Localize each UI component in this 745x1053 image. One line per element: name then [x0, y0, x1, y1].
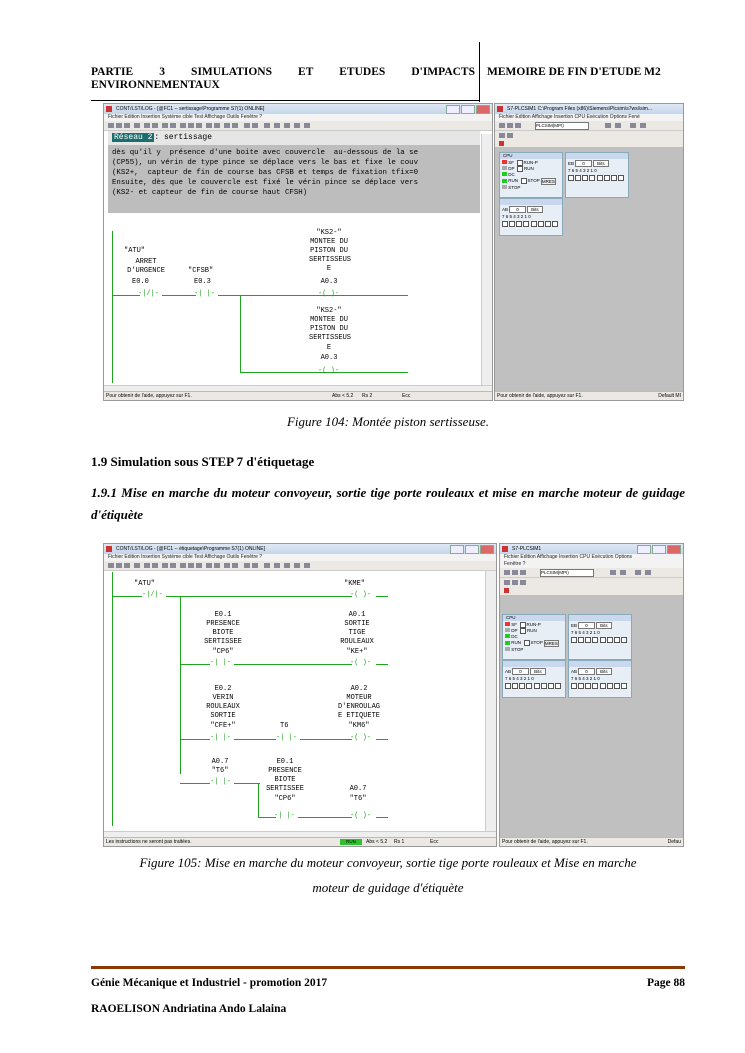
plcsim-tool-icon[interactable] — [499, 141, 504, 146]
eb-label: EB — [568, 161, 575, 166]
eb-panel — [568, 614, 632, 660]
t6-name: T6 — [280, 722, 289, 730]
e01-d3: SERTISSEE — [204, 638, 242, 646]
led-dp: DP — [508, 166, 515, 172]
vertical-scrollbar[interactable] — [485, 571, 496, 836]
fig104-menubar[interactable]: Fichier Edition Insertion Système cible Test Affichage Outils Fenêtre ? — [104, 114, 492, 121]
fig104-toolbar[interactable] — [104, 121, 492, 131]
coil1-addr: A0.3 — [320, 278, 338, 286]
power-rail — [112, 572, 113, 826]
e02-addr: E0.2 — [214, 685, 232, 693]
plcsim-title: S7-PLCSIM1 C:\Program Files (x86)\Siemens\Plcsim\s7wsi\sim... — [507, 106, 653, 112]
comment-line: dès qu'il y présence d'une boite avec couvercle au-dessous de la se — [112, 149, 419, 157]
close-button[interactable] — [476, 105, 490, 114]
no-contact-e01[interactable]: -| |- — [210, 659, 232, 667]
plcsim-statusbar — [500, 837, 683, 846]
plcsim-toolbar[interactable] — [495, 121, 683, 131]
coil1-d4: E — [326, 265, 332, 273]
footer-page: Page 88 — [646, 977, 685, 989]
a01-d2: TIGE — [348, 629, 366, 637]
fig104-caption: Figure 104: Montée piston sertisseuse. — [286, 414, 490, 429]
coil-a01[interactable]: -( )- — [350, 659, 372, 667]
coil2-symbol[interactable]: -( )- — [318, 367, 340, 375]
status-abs: Abs < 5.2 — [366, 839, 388, 845]
no-contact-a07[interactable]: -| |- — [210, 778, 232, 786]
header-rule — [91, 100, 480, 101]
no-contact-e01b[interactable]: -| |- — [274, 812, 296, 820]
fig105-caption-line2: moteur de guidage d'étiquète — [312, 880, 464, 895]
header-left-line1: PARTIE 3 SIMULATIONS ET ETUDES D'IMPACTS — [91, 66, 475, 78]
ab-format[interactable]: Bits — [530, 668, 546, 675]
e01-d2: BIOTE — [212, 629, 234, 637]
coil1-symbol[interactable]: -( )- — [318, 290, 340, 298]
fig104-titlebar — [104, 104, 492, 114]
coil-a07[interactable]: -( )- — [350, 812, 372, 820]
run-checkbox[interactable] — [517, 166, 523, 172]
coil2-name: "KS2-" — [316, 307, 342, 315]
run-label: RUN — [526, 628, 537, 634]
stop-label: STOP — [527, 178, 540, 184]
eb-address[interactable]: 0 — [575, 160, 592, 167]
plcsim-toolbar2[interactable] — [500, 578, 683, 587]
status-run: RUN — [340, 839, 362, 845]
comment-line: (KS2+, capteur de fin de course bas CFSB et temps de fixation tfix=0 — [112, 169, 419, 177]
a02-d3: E ETIQUETE — [337, 712, 380, 720]
fig105-caption-line1: Figure 105: Mise en marche du moteur convoyeur, sortie tige porte rouleaux et Mise en marche — [139, 855, 637, 870]
power-rail — [112, 231, 113, 383]
coil1-name: "KS2-" — [316, 229, 342, 237]
status-network: Rs 1 — [394, 839, 405, 845]
ab-label: AB — [505, 669, 512, 674]
plcsim-titlebar — [500, 544, 683, 554]
a02-addr: A0.2 — [350, 685, 368, 693]
network-badge: Réseau 2 — [114, 133, 153, 142]
led-sf: SF — [511, 622, 518, 628]
run-checkbox[interactable] — [520, 628, 526, 634]
status-help: Pour obtenir de l'aide, appuyez sur F1. — [106, 393, 192, 399]
a07a-name: "T6" — [211, 767, 229, 775]
nc-contact-atu[interactable]: -|/|- — [142, 591, 164, 599]
stop-label: STOP — [530, 640, 543, 646]
runp-checkbox[interactable] — [517, 160, 523, 166]
plcsim-status-default: Defau — [667, 839, 681, 845]
ab-address[interactable]: 0 — [509, 206, 526, 213]
eb-bit-checkboxes[interactable] — [571, 636, 629, 643]
fig104-statusbar — [104, 391, 492, 400]
a02-d2: D'ENROULAG — [337, 703, 380, 711]
e01b-d1: PRESENCE — [268, 767, 302, 775]
cpu-panel — [502, 614, 566, 660]
footer-left: Génie Mécanique et Industriel - promotion 2017 — [91, 977, 328, 989]
app-icon — [106, 106, 112, 112]
e02-d3: SORTIE — [210, 712, 236, 720]
fig105-title: CONT/LST/LOG - [@FC1 -- étiquetage\Programme S7(1) ONLINE] — [116, 546, 266, 552]
plcsim-status-default: Default MI — [658, 393, 681, 399]
ab-format[interactable]: Bits — [527, 206, 543, 213]
ab-address[interactable]: 0 — [512, 668, 529, 675]
a02-d1: MOTEUR — [346, 694, 372, 702]
plcsim-menubar-2[interactable]: Fenêtre ? — [500, 561, 683, 568]
network-title-text: : sertissage — [154, 133, 213, 142]
fig105-statusbar — [104, 837, 496, 846]
stop-checkbox[interactable] — [521, 178, 527, 184]
ab-bit-checkboxes[interactable] — [505, 682, 563, 689]
e01-addr: E0.1 — [214, 611, 232, 619]
plcsim-title: S7-PLCSIM1 — [512, 546, 542, 552]
ab-bit-numbers: 7 6 5 4 3 2 1 0 — [502, 214, 531, 219]
ab-bit-numbers: 7 6 5 4 3 2 1 0 — [571, 676, 600, 681]
e01b-addr: E0.1 — [276, 758, 294, 766]
led-stop: STOP — [511, 646, 524, 652]
e01-name: "CP6" — [212, 648, 234, 656]
led-run: RUN — [508, 178, 519, 184]
a07b-addr: A0.7 — [349, 785, 367, 793]
no-contact-cfsb[interactable]: -| |- — [194, 290, 216, 298]
kme-name: "KME" — [344, 580, 366, 588]
atu-desc2: D'URGENCE — [127, 267, 165, 275]
footer-author: RAOELISON Andriatina Ando Lalaina — [91, 1003, 287, 1015]
coil1-d1: MONTEE DU — [310, 238, 348, 246]
coil-a02[interactable]: -( )- — [350, 734, 372, 742]
fig104-plcsim-window — [494, 103, 684, 401]
atu-desc1: ARRET — [135, 258, 157, 266]
ab-bit-checkboxes[interactable] — [502, 220, 560, 227]
e02-d1: VERIN — [212, 694, 234, 702]
a01-name: "KE+" — [346, 648, 368, 656]
ab-panel — [502, 660, 566, 698]
ab-panel — [499, 198, 563, 236]
fig105-toolbar[interactable] — [104, 561, 496, 571]
a02-name: "KM6" — [348, 722, 370, 730]
no-contact-e02[interactable]: -| |- — [210, 734, 232, 742]
stop-checkbox[interactable] — [524, 640, 530, 646]
cpu-label: CPU — [503, 153, 513, 158]
ab-label: AB — [502, 207, 509, 212]
header-divider — [479, 42, 480, 102]
network-comment — [108, 145, 480, 213]
runp-checkbox[interactable] — [520, 622, 526, 628]
minimize-button[interactable] — [446, 105, 460, 114]
e01-d1: PRESENCE — [206, 620, 240, 628]
nc-contact-atu[interactable]: -|/|- — [138, 290, 160, 298]
a01-d1: SORTIE — [344, 620, 370, 628]
comment-line: (CP55), un vérin de type pince se déplace vers le bas et fixe le couv — [112, 159, 419, 167]
ab-address[interactable]: 0 — [578, 668, 595, 675]
ab-bit-numbers: 7 6 5 4 3 2 1 0 — [505, 676, 534, 681]
eb-address[interactable]: 0 — [578, 622, 595, 629]
atu-name: "ATU" — [134, 580, 156, 588]
led-dp: DP — [511, 628, 518, 634]
plcsim-statusbar — [495, 391, 683, 400]
e01b-name: "CP6" — [274, 795, 296, 803]
led-sf: SF — [508, 160, 515, 166]
mres-button[interactable]: MRES — [541, 178, 555, 184]
section-1-9-1-heading: 1.9.1 Mise en marche du moteur convoyeur, sortie tige porte rouleaux et mise en marche moteur de guidage d'étiquète — [91, 485, 685, 522]
a01-d3: ROULEAUX — [340, 638, 374, 646]
e01b-d2: BIOTE — [274, 776, 296, 784]
atu-name: "ATU" — [124, 247, 146, 255]
coil2-d1: MONTEE DU — [310, 316, 348, 324]
plcsim-status-help: Pour obtenir de l'aide, appuyez sur F1. — [502, 839, 588, 845]
plcsim-connection[interactable]: PLCSIM(MPI) — [535, 122, 589, 130]
network-title — [108, 131, 480, 145]
comment-line: Ensuite, dès que le couvercle est fixé le vérin pince se déplace vers — [112, 179, 419, 187]
status-lang: Ecc — [430, 839, 439, 845]
plcsim-tool-icon[interactable] — [504, 588, 509, 593]
coil2-d2: PISTON DU — [310, 325, 348, 333]
no-contact-t6[interactable]: -| |- — [276, 734, 298, 742]
footer-rule — [91, 966, 685, 969]
status-help: Les instructions ne seront pas traitées. — [106, 839, 192, 845]
led-dc: DC — [508, 172, 515, 178]
close-button[interactable] — [667, 545, 681, 554]
coil2-d4: E — [326, 344, 332, 352]
cpu-label: CPU — [506, 615, 516, 620]
coil1-d2: PISTON DU — [310, 247, 348, 255]
fig104-editor-window — [103, 103, 493, 401]
section-1-9-heading: 1.9 Simulation sous STEP 7 d'étiquetage — [91, 454, 315, 469]
coil-kme[interactable]: -( )- — [350, 591, 372, 599]
plcsim-status-help: Pour obtenir de l'aide, appuyez sur F1. — [497, 393, 583, 399]
minimize-button[interactable] — [450, 545, 464, 554]
status-lang: Ecc — [402, 393, 411, 399]
status-network: Rs 2 — [362, 393, 373, 399]
fig105-editor-window — [103, 543, 497, 847]
cfsb-addr: E0.3 — [194, 278, 211, 286]
fig105-plcsim-window — [499, 543, 684, 847]
plcsim-toolbar2[interactable] — [495, 131, 683, 140]
eb-format[interactable]: Bits — [596, 622, 612, 629]
maximize-button[interactable] — [465, 545, 479, 554]
plcsim-titlebar — [495, 104, 683, 114]
runp-label: RUN-P — [526, 622, 541, 628]
eb-bit-numbers: 7 6 5 4 3 2 1 0 — [568, 168, 597, 173]
e02-name: "CFE+" — [210, 722, 236, 730]
led-run: RUN — [511, 640, 522, 646]
fig105-menubar[interactable]: Fichier Edition Insertion Système cible Test Affichage Outils Fenêtre ? — [104, 554, 496, 561]
led-dc: DC — [511, 634, 518, 640]
a01-addr: A0.1 — [348, 611, 366, 619]
a07a-addr: A0.7 — [211, 758, 229, 766]
runp-label: RUN-P — [523, 160, 538, 166]
ab-format[interactable]: Bits — [596, 668, 612, 675]
fig105-titlebar — [104, 544, 496, 554]
a07b-name: "T6" — [349, 795, 367, 803]
atu-addr: E0.0 — [132, 278, 149, 286]
vertical-scrollbar[interactable] — [481, 134, 492, 390]
close-button[interactable] — [480, 545, 494, 554]
ab-bit-checkboxes[interactable] — [571, 682, 629, 689]
eb-bit-checkboxes[interactable] — [568, 174, 626, 181]
eb-label: EB — [571, 623, 578, 628]
fig104-title: CONT/LST/LOG - [@FC1 -- sertissage\Programme S7(1) ONLINE] — [116, 106, 265, 112]
plcsim-menubar[interactable]: Fichier Edition Affichage Insertion CPU Exécution Options Fené — [495, 114, 683, 121]
eb-bit-numbers: 7 6 5 4 3 2 1 0 — [571, 630, 600, 635]
coil2-addr: A0.3 — [320, 354, 338, 362]
cfsb-name: "CFSB" — [188, 267, 214, 275]
comment-line: (KS2- et capteur de fin de course haut CFSH) — [112, 189, 308, 197]
eb-panel — [565, 152, 629, 198]
e01b-d3: SERTISSEE — [266, 785, 304, 793]
coil2-d3: SERTISSEUS — [309, 334, 352, 342]
header-left-line2: ENVIRONNEMENTAUX — [91, 79, 220, 91]
coil1-d3: SERTISSEUS — [309, 256, 352, 264]
e02-d2: ROULEAUX — [206, 703, 240, 711]
plcsim-toolbar[interactable] — [500, 568, 683, 578]
cpu-panel — [499, 152, 563, 198]
mres-button[interactable]: MRES — [544, 640, 558, 646]
maximize-button[interactable] — [652, 545, 666, 554]
run-label: RUN — [523, 166, 534, 172]
header-right: MEMOIRE DE FIN D'ETUDE M2 — [487, 66, 661, 78]
ab-label: AB — [571, 669, 578, 674]
plcsim-menubar[interactable]: Fichier Edition Affichage Insertion CPU Exécution Options — [500, 554, 683, 561]
maximize-button[interactable] — [461, 105, 475, 114]
plcsim-connection[interactable]: PLCSIM(MPI) — [540, 569, 594, 577]
header-left — [91, 66, 475, 92]
ab-panel-2 — [568, 660, 632, 698]
minimize-button[interactable] — [637, 545, 651, 554]
led-stop: STOP — [508, 184, 521, 190]
status-abs: Abs < 5.2 — [332, 393, 354, 399]
eb-format[interactable]: Bits — [593, 160, 609, 167]
